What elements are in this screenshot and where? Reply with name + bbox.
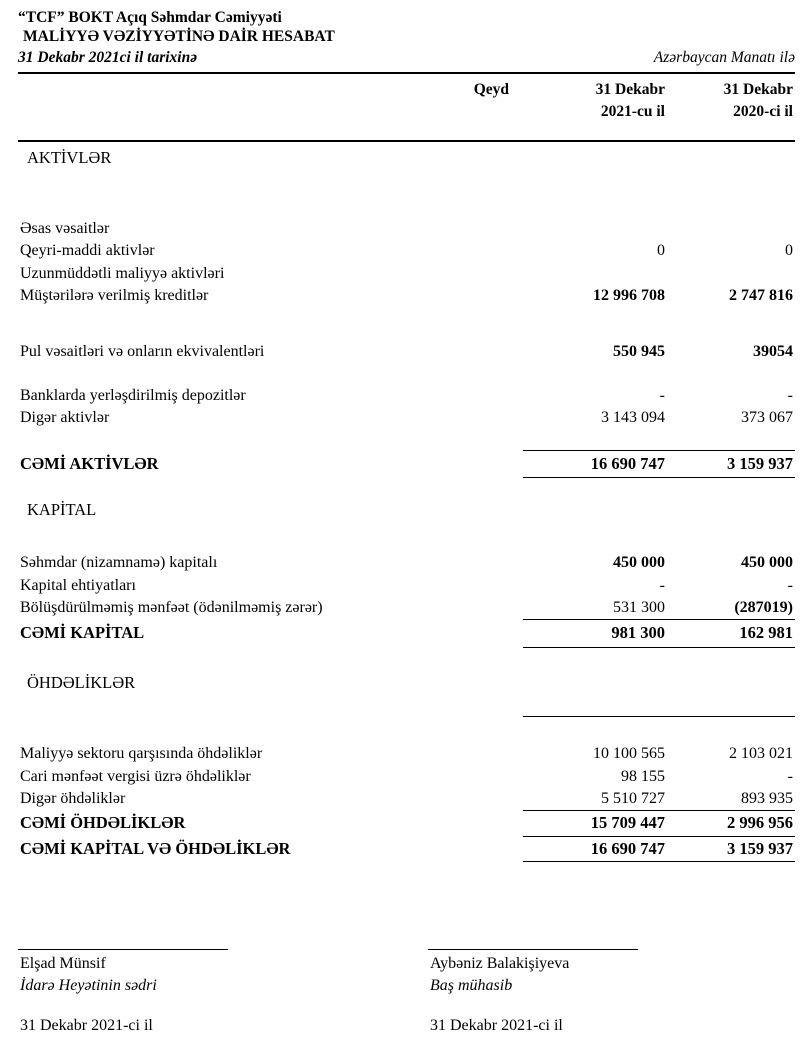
value-2021: 10 100 565 bbox=[593, 745, 665, 763]
value-2020: - bbox=[787, 386, 793, 404]
row-diger-aktivler bbox=[18, 407, 795, 429]
signature-line bbox=[428, 949, 638, 950]
row-banklarda-depozitler bbox=[18, 385, 795, 407]
currency-note: Azərbaycan Manatı ilə bbox=[653, 49, 795, 66]
value-2021: 5 510 727 bbox=[601, 790, 665, 807]
row-esas-vesaitler bbox=[18, 218, 795, 240]
total-row-assets bbox=[18, 450, 795, 478]
value-2020: - bbox=[787, 576, 793, 594]
row-kapital-ehtiyatlari bbox=[18, 575, 795, 597]
row-uzunmuddetli-maliyye-aktivleri bbox=[18, 263, 795, 285]
value-2021: 0 bbox=[657, 242, 665, 260]
signatory-role: İdarə Heyətinin sədri bbox=[20, 977, 157, 995]
row-label: Uzunmüddətli maliyyə aktivləri bbox=[20, 264, 225, 282]
row-label: Bölüşdürülməmiş mənfəət (ödənilməmiş zərər) bbox=[20, 598, 323, 616]
report-subheader bbox=[18, 48, 795, 74]
signature-block-accountant bbox=[428, 949, 638, 1037]
row-qeyri-maddi-aktivler bbox=[18, 240, 795, 262]
row-label: Banklarda yerləşdirilmiş depozitlər bbox=[20, 386, 246, 404]
value-2021: - bbox=[659, 386, 665, 404]
value-2021: 12 996 708 bbox=[593, 287, 665, 305]
section-title-liabilities: ÖHDƏLİKLƏR bbox=[27, 672, 136, 692]
value-2021: 531 300 bbox=[613, 598, 665, 616]
value-2021: 3 143 094 bbox=[601, 409, 665, 427]
value-2020: 3 159 937 bbox=[727, 838, 793, 858]
company-title: “TCF” BOKT Açıq Səhmdar Cəmiyyəti bbox=[18, 9, 282, 26]
signature-block-chairman bbox=[18, 949, 228, 1037]
total-row-equity bbox=[18, 619, 795, 647]
value-2021: 550 945 bbox=[613, 342, 665, 360]
total-label: CƏMİ AKTİVLƏR bbox=[20, 453, 159, 473]
row-bolusdurulmemis-menfeet bbox=[18, 597, 795, 619]
signatures bbox=[18, 949, 795, 1037]
value-2020: - bbox=[787, 767, 793, 785]
value-2021: 450 000 bbox=[613, 554, 665, 572]
row-label: Digər aktivlər bbox=[20, 409, 110, 427]
total-label: CƏMİ KAPİTAL VƏ ÖHDƏLİKLƏR bbox=[20, 839, 291, 859]
value-2020: 2 996 956 bbox=[727, 813, 793, 833]
row-maliyye-sektoru-ohdelikleri bbox=[18, 743, 795, 765]
value-2020 bbox=[669, 218, 795, 240]
column-header-note: Qeyd bbox=[473, 81, 509, 98]
row-sehmdar-kapitali bbox=[18, 552, 795, 574]
value-2020: 373 067 bbox=[741, 409, 793, 427]
section-title-equity: KAPİTAL bbox=[27, 500, 97, 520]
value-2020: (287019) bbox=[734, 598, 793, 616]
total-row-equity-and-liabilities bbox=[18, 837, 795, 862]
row-musterilere-verilmis-kreditler bbox=[18, 285, 795, 307]
value-2020: 0 bbox=[785, 242, 793, 260]
report-date: 31 Dekabr 2021ci il tarixinə bbox=[18, 49, 198, 66]
signatory-name: Aybəniz Balakişiyeva bbox=[430, 955, 570, 973]
row-label: Pul vəsaitləri və onların ekvivalentləri bbox=[20, 342, 265, 360]
row-pul-vesaitleri bbox=[18, 341, 795, 363]
row-label: Müştərilərə verilmiş kreditlər bbox=[20, 287, 209, 305]
value-2020: 2 103 021 bbox=[729, 745, 793, 763]
value-2020: 39054 bbox=[753, 342, 793, 360]
column-header-2020: 31 Dekabr 2020-ci il bbox=[723, 81, 793, 120]
value-2021: 98 155 bbox=[621, 767, 665, 785]
row-label: Qeyri-maddi aktivlər bbox=[20, 242, 155, 260]
value-2020: 450 000 bbox=[741, 554, 793, 572]
value-2021: 16 690 747 bbox=[590, 838, 665, 858]
value-2021: 15 709 447 bbox=[590, 813, 665, 833]
value-2020: 3 159 937 bbox=[727, 453, 793, 473]
column-header-2021: 31 Dekabr 2021-cu il bbox=[595, 81, 665, 120]
row-label: Kapital ehtiyatları bbox=[20, 576, 136, 594]
signatory-role: Baş mühasib bbox=[430, 977, 513, 995]
value-2021 bbox=[523, 263, 669, 285]
header-rule bbox=[18, 140, 795, 142]
value-2021: - bbox=[659, 576, 665, 594]
value-2021: 16 690 747 bbox=[590, 453, 665, 473]
signature-date: 31 Dekabr 2021-ci il bbox=[430, 1017, 563, 1035]
row-cari-menfeet-vergisi bbox=[18, 766, 795, 788]
row-label: Cari mənfəət vergisi üzrə öhdəliklər bbox=[20, 767, 251, 785]
section-title-assets: AKTİVLƏR bbox=[27, 148, 112, 167]
row-label: Əsas vəsaitlər bbox=[20, 220, 110, 237]
total-label: CƏMİ ÖHDƏLİKLƏR bbox=[20, 812, 186, 832]
total-label: CƏMİ KAPİTAL bbox=[20, 623, 145, 643]
liabilities-top-rule bbox=[18, 716, 795, 718]
value-2020: 162 981 bbox=[739, 623, 793, 643]
total-row-liabilities bbox=[18, 810, 795, 836]
row-label: Maliyyə sektoru qarşısında öhdəliklər bbox=[20, 745, 263, 763]
signature-line bbox=[18, 949, 228, 950]
value-2020: 893 935 bbox=[741, 790, 793, 807]
signature-date: 31 Dekabr 2021-ci il bbox=[20, 1017, 153, 1035]
value-2021: 981 300 bbox=[611, 623, 665, 643]
value-2021 bbox=[523, 218, 669, 240]
value-2020: 2 747 816 bbox=[729, 287, 793, 305]
row-label: Səhmdar (nizamnamə) kapitalı bbox=[20, 554, 218, 572]
signatory-name: Elşad Münsif bbox=[20, 955, 106, 973]
column-headers bbox=[18, 74, 795, 122]
row-label: Digər öhdəliklər bbox=[20, 790, 126, 807]
value-2020 bbox=[669, 263, 795, 285]
row-diger-ohdelikler bbox=[18, 788, 795, 810]
report-title: MALİYYƏ VƏZİYYƏTİNƏ DAİR HESABAT bbox=[23, 28, 335, 45]
